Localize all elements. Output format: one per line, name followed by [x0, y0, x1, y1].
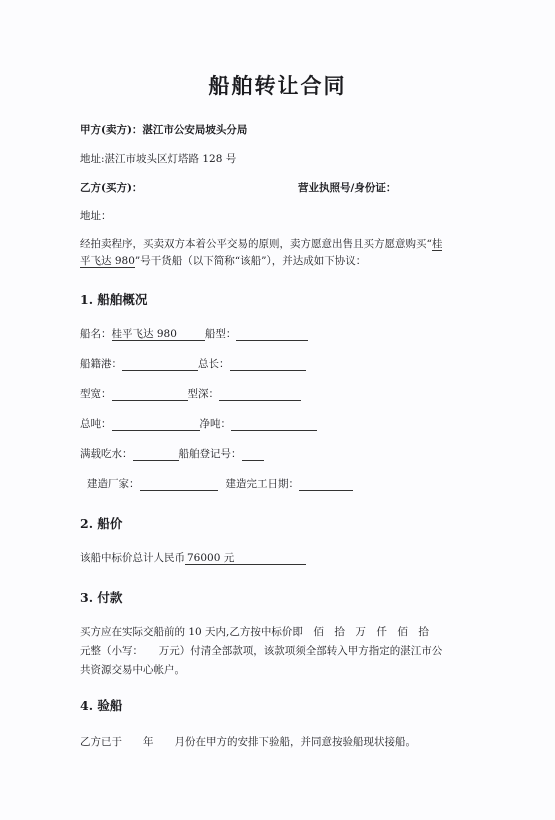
builder-label: 建造厂家： [87, 478, 140, 490]
row-draft [80, 446, 264, 461]
ship-type-label: 船型： [204, 328, 237, 340]
party-b-label: 乙方(买方)： [80, 182, 143, 194]
intro-ship-b: 平飞达 980 [80, 255, 135, 267]
completion-field[interactable] [299, 477, 353, 491]
depth-field[interactable] [219, 387, 301, 401]
row-width [80, 386, 301, 401]
net-field[interactable] [231, 417, 317, 431]
party-a-address: 地址:湛江市坡头区灯塔路 128 号 [80, 153, 237, 165]
registry-field[interactable] [122, 357, 198, 371]
gross-label: 总吨： [80, 418, 112, 430]
party-b-address: 地址： [80, 210, 112, 222]
section4-heading: 4. 验船 [80, 698, 123, 713]
party-a: 甲方(卖方)：湛江市公安局坡头分局 [80, 124, 248, 136]
width-label: 型宽： [80, 388, 112, 400]
payment-line-3: 共资源交易中心帐户。 [80, 664, 185, 676]
completion-label: 建造完工日期： [225, 478, 299, 490]
payment-line-2: 元整（小写： 万元）付清全部款项，该款项须全部转入甲方指定的湛江市公 [80, 645, 443, 657]
price-text: 该船中标价总计人民币 [80, 552, 185, 564]
registry-label: 船籍港： [80, 358, 122, 370]
ship-name-value[interactable]: 桂平飞达 980 [112, 328, 205, 341]
reg-no-label: 船舶登记号： [178, 448, 242, 460]
intro-ship-a: 桂 [431, 238, 443, 250]
row-tonnage [80, 416, 317, 431]
ship-name-label: 船名： [80, 328, 112, 340]
reg-no-field[interactable] [242, 447, 264, 461]
intro-text-2: ”号干货船（以下简称“该船”），并达成如下协议： [134, 255, 367, 267]
builder-field[interactable] [140, 477, 218, 491]
price-value[interactable]: 76000 元 [185, 552, 306, 565]
depth-label: 型深： [187, 388, 219, 400]
net-label: 净吨： [199, 418, 231, 430]
inspection-text: 乙方已于 年 月份在甲方的安排下验船，并同意按验船现状接船。 [80, 736, 416, 748]
intro-text-1: 经拍卖程序，买卖双方本着公平交易的原则，卖方愿意出售且买方愿意购买“ [80, 238, 432, 250]
intro-line-1 [80, 236, 442, 251]
length-label: 总长： [198, 358, 230, 370]
width-field[interactable] [112, 387, 188, 401]
page-title: 船舶转让合同 [208, 73, 347, 98]
row-ship-name [80, 326, 308, 341]
row-price [80, 550, 306, 565]
gross-field[interactable] [112, 417, 200, 431]
row-registry [80, 356, 306, 371]
length-field[interactable] [230, 357, 306, 371]
section1-heading: 1. 船舶概况 [80, 292, 148, 307]
row-builder [87, 476, 353, 491]
ship-type-field[interactable] [236, 327, 308, 341]
draft-label: 满载吃水： [80, 448, 133, 460]
payment-line-1: 买方应在实际交船前的 10 天内,乙方按中标价即 佰 拾 万 仟 佰 拾 [80, 626, 429, 638]
section2-heading: 2. 船价 [80, 516, 123, 531]
section3-heading: 3. 付款 [80, 590, 123, 605]
intro-line-2 [80, 253, 366, 268]
draft-field[interactable] [133, 447, 179, 461]
license-label: 营业执照号/身份证： [298, 182, 397, 194]
